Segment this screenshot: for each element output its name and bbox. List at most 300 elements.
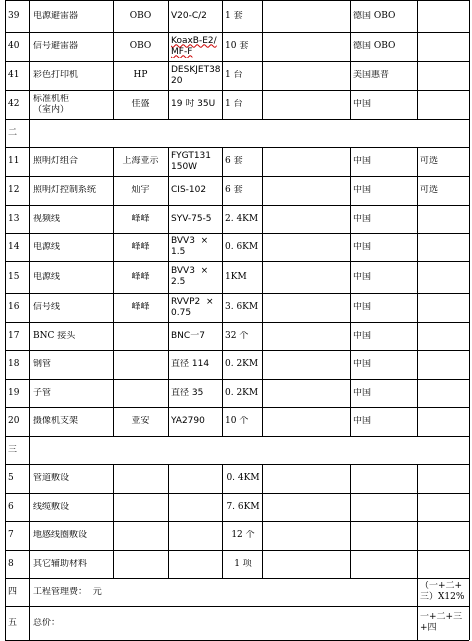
- row-number: 20: [8, 416, 20, 426]
- item-origin: 德国 OBO: [353, 10, 396, 21]
- table-column-border: [29, 550, 30, 578]
- table-column-border: [113, 322, 114, 350]
- table-column-border: [417, 493, 418, 521]
- item-brand: [115, 559, 166, 570]
- item-note: [420, 41, 468, 52]
- table-column-border: [29, 90, 30, 119]
- table-column-border: [29, 176, 30, 205]
- table-column-border: [469, 147, 470, 176]
- item-note: 可选: [420, 156, 439, 166]
- table-column-border: [168, 521, 169, 550]
- table-column-border: [469, 436, 470, 464]
- table-column-border: [262, 407, 263, 436]
- table-column-border: [5, 32, 6, 61]
- row-number: 12: [8, 185, 20, 195]
- table-row-border: [5, 379, 469, 380]
- item-origin: [353, 502, 416, 513]
- item-name: 电源避雷器: [33, 10, 79, 21]
- table-column-border: [350, 550, 351, 578]
- table-column-border: [417, 350, 418, 379]
- table-column-border: [469, 293, 470, 322]
- table-column-border: [168, 379, 169, 407]
- item-quantity: 0. 4KM: [226, 473, 260, 483]
- table-column-border: [113, 147, 114, 176]
- table-column-border: [168, 261, 169, 293]
- item-name: 摄像机支架: [33, 416, 79, 426]
- item-model: RVVP2 × 0.75: [171, 296, 214, 318]
- table-column-border: [262, 521, 263, 550]
- table-column-border: [469, 90, 470, 119]
- row-number: 14: [8, 241, 20, 252]
- table-column-border: [222, 90, 223, 119]
- item-note: [420, 70, 468, 81]
- summary-label: 总价：: [33, 617, 61, 628]
- item-origin: 美国惠普: [353, 70, 390, 80]
- table-column-border: [262, 147, 263, 176]
- item-brand: 上海亚示: [122, 156, 159, 166]
- table-column-border: [222, 521, 223, 550]
- table-row-border: [5, 578, 469, 579]
- table-column-border: [29, 233, 30, 261]
- item-brand: 亚安: [131, 416, 150, 426]
- table-column-border: [168, 464, 169, 493]
- table-column-border: [350, 293, 351, 322]
- table-column-border: [5, 293, 6, 322]
- table-column-border: [417, 464, 418, 493]
- table-column-border: [29, 407, 30, 436]
- table-column-border: [417, 407, 418, 436]
- table-column-border: [5, 0, 6, 32]
- item-origin: 中国: [353, 330, 372, 341]
- table-column-border: [5, 464, 6, 493]
- table-column-border: [5, 119, 6, 147]
- table-column-border: [222, 322, 223, 350]
- table-column-border: [417, 233, 418, 261]
- item-origin: 中国: [353, 241, 372, 252]
- table-column-border: [469, 606, 470, 640]
- table-column-border: [262, 0, 263, 32]
- table-column-border: [350, 350, 351, 379]
- table-row-border: [5, 205, 469, 206]
- item-name: 钢管: [33, 359, 52, 369]
- item-note: [420, 388, 468, 399]
- table-column-border: [417, 293, 418, 322]
- table-column-border: [350, 233, 351, 261]
- table-column-border: [5, 436, 6, 464]
- table-column-border: [262, 350, 263, 379]
- table-column-border: [469, 322, 470, 350]
- item-quantity: 6 套: [225, 185, 243, 195]
- table-row-border: [5, 90, 469, 91]
- table-column-border: [5, 233, 6, 261]
- item-origin: 中国: [353, 387, 372, 398]
- row-number: 四: [8, 586, 18, 597]
- table-column-border: [113, 0, 114, 32]
- item-note: 可选: [420, 185, 439, 195]
- table-column-border: [469, 521, 470, 550]
- table-column-border: [469, 379, 470, 407]
- row-number: 二: [8, 127, 18, 138]
- table-column-border: [29, 32, 30, 61]
- table-column-border: [222, 379, 223, 407]
- item-brand: OBO: [129, 41, 152, 51]
- table-row-border: [5, 493, 469, 494]
- table-column-border: [5, 550, 6, 578]
- item-name: 电源线: [33, 271, 61, 282]
- table-column-border: [29, 578, 30, 606]
- row-number: 13: [8, 213, 20, 224]
- table-column-border: [262, 379, 263, 407]
- table-column-border: [350, 379, 351, 407]
- table-column-border: [350, 205, 351, 233]
- item-model: [171, 530, 221, 541]
- item-brand: [115, 502, 166, 513]
- table-column-border: [417, 521, 418, 550]
- table-column-border: [113, 407, 114, 436]
- item-quantity: 1 项: [234, 558, 252, 569]
- item-brand: HP: [133, 70, 148, 80]
- item-brand: 峰峰: [131, 271, 150, 282]
- item-name: 其它辅助材料: [33, 558, 88, 569]
- table-column-border: [469, 0, 470, 32]
- item-origin: 中国: [353, 416, 372, 426]
- table-column-border: [29, 205, 30, 233]
- table-column-border: [222, 205, 223, 233]
- table-row-border: [5, 464, 469, 465]
- table-row-border: [5, 119, 469, 120]
- row-number: 40: [8, 41, 20, 51]
- row-number: 15: [8, 271, 20, 282]
- item-origin: [353, 559, 416, 570]
- row-number: 6: [8, 501, 14, 512]
- item-quantity: 0. 6KM: [225, 241, 259, 252]
- table-column-border: [222, 233, 223, 261]
- item-note: [420, 242, 468, 253]
- item-model: YA2790: [171, 416, 205, 426]
- item-model: 直径 35: [171, 387, 204, 398]
- table-column-border: [113, 350, 114, 379]
- row-number: 8: [8, 558, 14, 569]
- table-row-border: [5, 176, 469, 177]
- item-origin: 中国: [353, 359, 372, 369]
- item-name: 标准机柜 （室内）: [33, 93, 70, 115]
- table-column-border: [29, 61, 30, 90]
- item-quantity: 2. 4KM: [225, 213, 259, 224]
- table-row-border: [5, 147, 469, 148]
- table-column-border: [113, 90, 114, 119]
- item-origin: 中国: [353, 185, 372, 195]
- table-column-border: [350, 32, 351, 61]
- table-column-border: [469, 578, 470, 606]
- table-column-border: [222, 350, 223, 379]
- table-column-border: [5, 606, 6, 640]
- item-note: [420, 272, 468, 283]
- table-row-border: [5, 261, 469, 262]
- item-brand: 峰峰: [131, 302, 150, 312]
- table-column-border: [113, 176, 114, 205]
- table-column-border: [168, 493, 169, 521]
- item-quantity: 1 台: [225, 99, 243, 109]
- table-column-border: [262, 176, 263, 205]
- table-column-border: [5, 322, 6, 350]
- table-column-border: [417, 379, 418, 407]
- table-column-border: [113, 493, 114, 521]
- item-name: 子管: [33, 387, 52, 398]
- table-column-border: [222, 493, 223, 521]
- table-column-border: [168, 407, 169, 436]
- table-column-border: [222, 61, 223, 90]
- table-column-border: [29, 350, 30, 379]
- table-row-border: [5, 0, 469, 1]
- table-column-border: [222, 261, 223, 293]
- table-column-border: [350, 493, 351, 521]
- item-quantity: 10 个: [225, 416, 249, 426]
- table-column-border: [417, 322, 418, 350]
- table-column-border: [222, 32, 223, 61]
- item-origin: 德国 OBO: [353, 41, 396, 51]
- table-column-border: [262, 293, 263, 322]
- table-column-border: [417, 32, 418, 61]
- table-column-border: [350, 261, 351, 293]
- table-column-border: [262, 550, 263, 578]
- table-column-border: [350, 464, 351, 493]
- table-column-border: [417, 578, 418, 606]
- table-column-border: [5, 176, 6, 205]
- table-column-border: [113, 233, 114, 261]
- summary-label: 工程管理费： 元: [33, 586, 102, 597]
- item-name: 信号线: [33, 302, 61, 312]
- table-row-border: [5, 32, 469, 33]
- table-column-border: [168, 322, 169, 350]
- table-column-border: [168, 0, 169, 32]
- table-column-border: [29, 261, 30, 293]
- item-model: 直径 114: [171, 359, 210, 369]
- table-column-border: [168, 147, 169, 176]
- table-column-border: [469, 407, 470, 436]
- table-row-border: [5, 350, 469, 351]
- item-note: [420, 416, 468, 427]
- row-number: 41: [8, 70, 20, 80]
- table-column-border: [29, 322, 30, 350]
- item-model: BNC一7: [171, 330, 205, 341]
- item-name: 管道敷设: [33, 473, 70, 483]
- row-number: 11: [8, 156, 20, 166]
- table-column-border: [262, 205, 263, 233]
- item-model: KoaxB-E2/ MF-F: [171, 35, 217, 57]
- table-column-border: [5, 493, 6, 521]
- table-column-border: [222, 550, 223, 578]
- table-column-border: [469, 493, 470, 521]
- row-number: 19: [8, 387, 20, 398]
- item-name: 彩色打印机: [33, 70, 79, 80]
- table-row-border: [5, 436, 469, 437]
- table-column-border: [417, 176, 418, 205]
- table-column-border: [469, 550, 470, 578]
- table-column-border: [417, 147, 418, 176]
- table-column-border: [469, 233, 470, 261]
- table-column-border: [350, 61, 351, 90]
- table-column-border: [29, 464, 30, 493]
- item-model: BVV3 × 2.5: [171, 266, 209, 287]
- table-column-border: [168, 350, 169, 379]
- item-note: [420, 214, 468, 225]
- row-number: 7: [8, 530, 14, 540]
- row-number: 17: [8, 330, 20, 341]
- table-column-border: [222, 293, 223, 322]
- item-quantity: 12 个: [231, 530, 255, 540]
- table-column-border: [350, 0, 351, 32]
- table-column-border: [469, 205, 470, 233]
- table-column-border: [417, 550, 418, 578]
- item-note: [420, 99, 468, 110]
- table-column-border: [5, 90, 6, 119]
- table-column-border: [29, 293, 30, 322]
- item-origin: 中国: [353, 213, 372, 224]
- table-column-border: [29, 436, 30, 464]
- item-note: [420, 502, 468, 513]
- item-brand: [115, 473, 166, 484]
- row-number: 18: [8, 359, 20, 369]
- table-column-border: [113, 521, 114, 550]
- table-column-border: [5, 521, 6, 550]
- table-row-border: [5, 407, 469, 408]
- summary-formula: 一+二+三 +四: [420, 612, 463, 633]
- row-number: 39: [8, 10, 20, 21]
- table-column-border: [262, 90, 263, 119]
- table-row-border: [5, 550, 469, 551]
- table-column-border: [350, 322, 351, 350]
- table-column-border: [5, 350, 6, 379]
- table-column-border: [113, 32, 114, 61]
- table-row-border: [5, 293, 469, 294]
- table-column-border: [5, 407, 6, 436]
- item-quantity: 1 套: [225, 10, 243, 21]
- item-name: 线缆敷设: [33, 501, 70, 512]
- item-name: 视频线: [33, 213, 61, 224]
- row-number: 5: [8, 473, 14, 483]
- table-column-border: [222, 0, 223, 32]
- table-column-border: [168, 233, 169, 261]
- table-column-border: [350, 176, 351, 205]
- table-row-border: [5, 521, 469, 522]
- table-column-border: [5, 261, 6, 293]
- item-model: [171, 502, 221, 513]
- item-brand: [115, 530, 166, 541]
- item-origin: 中国: [353, 271, 372, 282]
- table-column-border: [5, 379, 6, 407]
- table-column-border: [29, 379, 30, 407]
- item-quantity: 10 套: [225, 41, 249, 51]
- summary-formula: （一+二+ 三）X12%: [420, 581, 465, 602]
- table-column-border: [5, 61, 6, 90]
- table-column-border: [5, 205, 6, 233]
- row-number: 三: [8, 444, 18, 455]
- row-number: 16: [8, 302, 20, 312]
- item-model: FYGT131 150W: [171, 150, 212, 172]
- table-column-border: [469, 464, 470, 493]
- table-column-border: [113, 261, 114, 293]
- table-column-border: [262, 61, 263, 90]
- item-name: BNC 接头: [33, 330, 76, 341]
- item-origin: 中国: [353, 156, 372, 166]
- item-note: [420, 302, 468, 313]
- table-column-border: [417, 606, 418, 640]
- table-row-border: [5, 606, 469, 607]
- table-column-border: [222, 464, 223, 493]
- item-model: [171, 559, 221, 570]
- item-quantity: 6 套: [225, 156, 243, 166]
- item-model: CIS-102: [171, 185, 207, 195]
- table-row-border: [5, 233, 469, 234]
- table-column-border: [469, 176, 470, 205]
- item-brand: 灿宇: [131, 185, 150, 195]
- row-number: 42: [8, 99, 20, 109]
- table-column-border: [29, 119, 30, 147]
- table-column-border: [113, 293, 114, 322]
- table-column-border: [222, 407, 223, 436]
- item-note: [420, 11, 468, 22]
- item-brand: [115, 331, 166, 342]
- table-column-border: [262, 261, 263, 293]
- item-name: 信号避雷器: [33, 41, 79, 51]
- table-column-border: [168, 90, 169, 119]
- table-column-border: [168, 550, 169, 578]
- table-column-border: [469, 32, 470, 61]
- item-origin: 中国: [353, 99, 372, 109]
- item-origin: 中国: [353, 302, 372, 312]
- item-model: BVV3 × 1.5: [171, 236, 209, 257]
- item-model: DESKJET38 20: [171, 64, 221, 86]
- table-column-border: [113, 61, 114, 90]
- item-brand: [115, 388, 166, 399]
- item-brand: 佳盛: [131, 99, 150, 109]
- item-quantity: 0. 2KM: [225, 359, 259, 369]
- table-column-border: [222, 147, 223, 176]
- table-column-border: [417, 261, 418, 293]
- table-column-border: [262, 322, 263, 350]
- item-model: SYV-75-5: [171, 213, 212, 224]
- table-column-border: [469, 261, 470, 293]
- item-quantity: 7. 6KM: [226, 501, 260, 512]
- table-column-border: [113, 464, 114, 493]
- table-column-border: [168, 176, 169, 205]
- item-note: [420, 530, 468, 541]
- table-column-border: [350, 407, 351, 436]
- item-quantity: 3. 6KM: [225, 302, 259, 312]
- table-column-border: [262, 464, 263, 493]
- row-number: 五: [8, 617, 18, 628]
- item-note: [420, 331, 468, 342]
- item-quantity: 1KM: [225, 271, 247, 282]
- item-brand: 峰峰: [131, 241, 150, 252]
- item-note: [420, 559, 468, 570]
- item-note: [420, 473, 468, 484]
- item-name: 地感线圈敷设: [33, 530, 88, 540]
- table-column-border: [350, 521, 351, 550]
- table-row-border: [5, 322, 469, 323]
- table-column-border: [350, 147, 351, 176]
- item-model: V20-C/2: [171, 10, 207, 21]
- table-column-border: [222, 176, 223, 205]
- item-origin: [353, 473, 416, 484]
- item-model: 19 吋 35U: [171, 99, 216, 109]
- table-column-border: [417, 0, 418, 32]
- item-name: 照明灯组合: [33, 156, 79, 166]
- item-quantity: 1 台: [225, 70, 243, 80]
- item-name: 照明灯控制系统: [33, 185, 97, 195]
- table-column-border: [262, 493, 263, 521]
- table-column-border: [113, 379, 114, 407]
